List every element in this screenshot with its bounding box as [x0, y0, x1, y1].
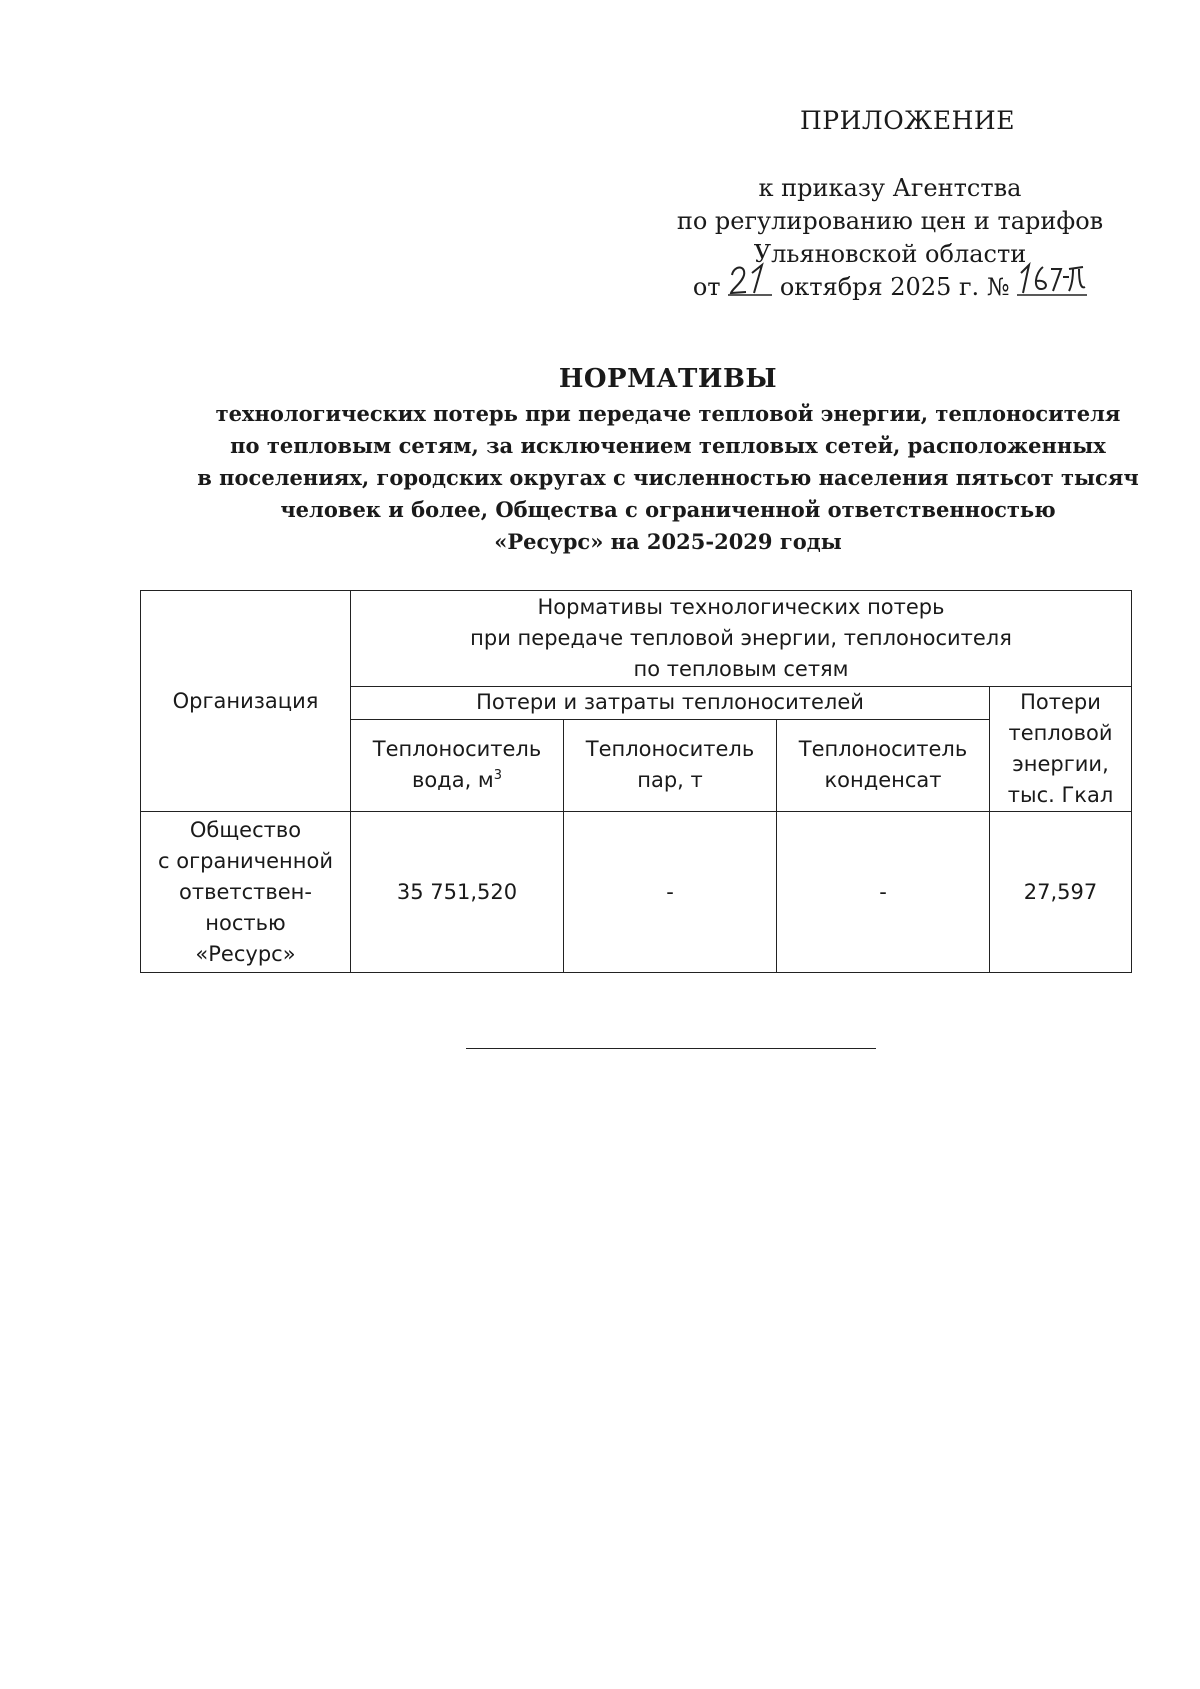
losses-header: Потери и затраты теплоносителей	[351, 687, 990, 720]
subtitle-line: в поселениях, городских округах с численностью населения пятьсот тысяч	[197, 465, 1139, 490]
header-line: энергии,	[1012, 752, 1109, 776]
order-reference	[660, 172, 1120, 304]
table-header-row	[141, 591, 1132, 687]
organization-header: Организация	[141, 591, 351, 812]
header-line	[355, 765, 559, 796]
header-line: Нормативы технологических потерь	[537, 595, 945, 619]
table-row	[141, 812, 1132, 973]
norms-group-header	[351, 591, 1132, 687]
subtitle-line: по тепловым сетям, за исключением тепловых сетей, расположенных	[230, 433, 1106, 458]
handwritten-number-icon	[1017, 261, 1087, 301]
header-line: тыс. Гкал	[1007, 783, 1114, 807]
document-subtitle	[0, 398, 1200, 558]
steam-value: -	[564, 812, 777, 973]
condensate-value: -	[777, 812, 990, 973]
header-line: Теплоноситель	[372, 737, 542, 762]
header-line: Теплоноситель	[585, 737, 755, 762]
heat-losses-value: 27,597	[990, 812, 1132, 973]
end-divider	[466, 1048, 876, 1049]
document-title: НОРМАТИВЫ	[558, 364, 778, 394]
order-line: по регулированию цен и тарифов	[676, 207, 1104, 235]
norms-table	[140, 590, 1132, 973]
date-suffix: октября 2025 г. №	[779, 273, 1010, 301]
appendix-title: ПРИЛОЖЕНИЕ	[800, 106, 1015, 135]
header-line: по тепловым сетям	[633, 657, 849, 681]
water-header	[351, 719, 564, 811]
order-date-line	[660, 271, 1120, 304]
header-line: пар, т	[637, 768, 703, 793]
organization-cell	[141, 812, 351, 973]
cell-line: Общество	[189, 817, 302, 842]
steam-header	[564, 719, 777, 811]
cell-line: ностью	[205, 910, 286, 935]
cell-line: ответствен-	[179, 879, 312, 904]
subtitle-line: технологических потерь при передаче тепловой энергии, теплоносителя	[215, 401, 1121, 426]
subtitle-line: человек и более, Общества с ограниченной ответственностью	[280, 497, 1056, 522]
heat-losses-header	[990, 687, 1132, 812]
unit-superscript: 3	[493, 768, 503, 784]
header-line: конденсат	[824, 768, 942, 793]
condensate-header	[777, 719, 990, 811]
water-unit: вода, м	[411, 768, 494, 793]
cell-line: с ограниченной	[158, 848, 333, 873]
order-line: Ульяновской области	[753, 240, 1027, 268]
handwritten-day-icon	[728, 261, 772, 301]
water-value: 35 751,520	[351, 812, 564, 973]
order-line: к приказу Агентства	[758, 174, 1022, 202]
subtitle-line: «Ресурс» на 2025-2029 годы	[494, 529, 842, 554]
header-line: тепловой	[1008, 721, 1113, 745]
date-prefix: от	[692, 273, 721, 301]
cell-line: «Ресурс»	[195, 941, 296, 966]
header-line: Теплоноситель	[798, 737, 968, 762]
header-line: при передаче тепловой энергии, теплоносителя	[470, 626, 1012, 650]
header-line: Потери	[1020, 690, 1101, 714]
